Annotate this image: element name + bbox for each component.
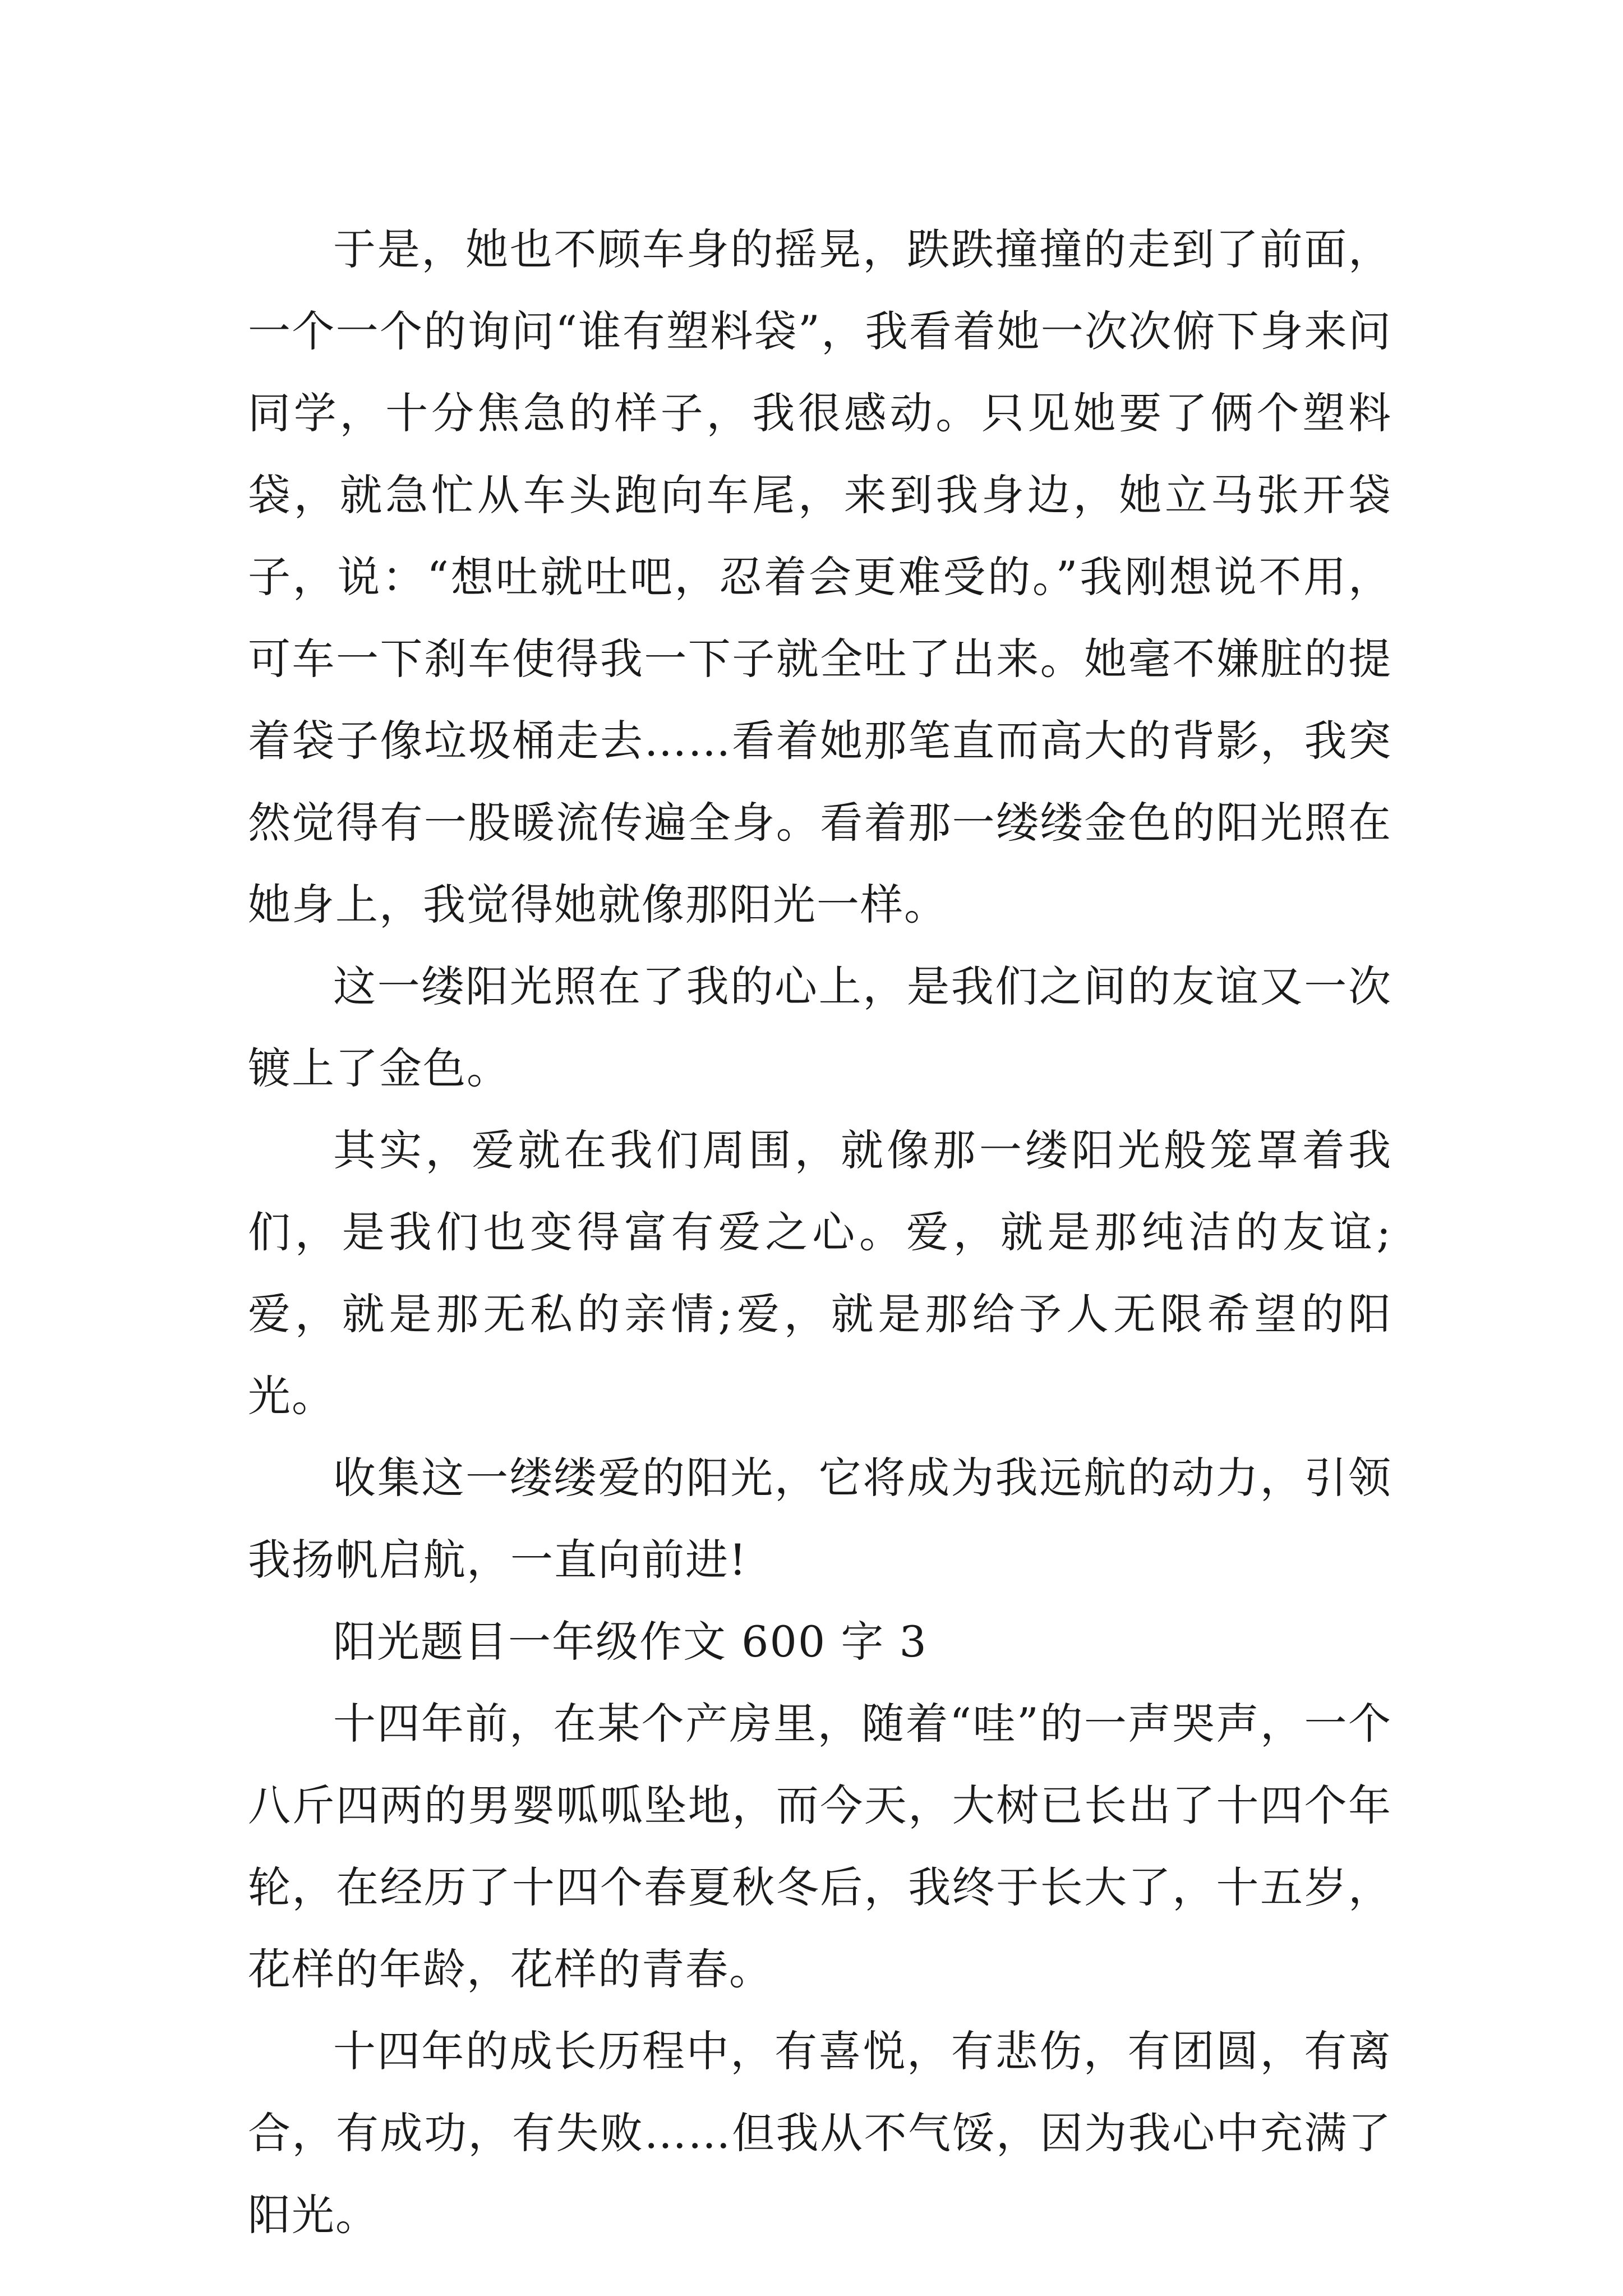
paragraph-5: 十四年前，在某个产房里，随着“哇”的一声哭声，一个八斤四两的男婴呱呱坠地，而今天，大树已长出了十四个年轮，在经历了十四个春夏秋冬后，我终于长大了，十五岁，花样的年龄，花样的青春。	[248, 1699, 1392, 1994]
paragraph-4: 收集这一缕缕爱的阳光，它将成为我远航的动力，引领我扬帆启航，一直向前进!	[248, 1453, 1392, 1585]
paragraph-2: 这一缕阳光照在了我的心上，是我们之间的友谊又一次镀上了金色。	[248, 961, 1392, 1093]
document-body	[248, 209, 1392, 2256]
paragraph-6: 十四年的成长历程中，有喜悦，有悲伤，有团圆，有离合，有成功，有失败……但我从不气馁，因为我心中充满了阳光。	[248, 2026, 1392, 2240]
paragraph-3: 其实，爱就在我们周围，就像那一缕阳光般笼罩着我们，是我们也变得富有爱之心。爱，就是那纯洁的友谊;爱，就是那无私的亲情;爱，就是那给予人无限希望的阳光。	[248, 1125, 1392, 1421]
section-title: 阳光题目一年级作文 600 字 3	[333, 1617, 928, 1667]
paragraph-1: 于是，她也不顾车身的摇晃，跌跌撞撞的走到了前面，一个一个的询问“谁有塑料袋”，我看着她一次次俯下身来问同学，十分焦急的样子，我很感动。只见她要了俩个塑料袋，就急忙从车头跑向车尾，来到我身边，她立马张开袋子，说：“想吐就吐吧，忍着会更难受的。”我刚想说不用，可车一下刹车使得我一下子就全吐了出来。她毫不嫌脏的提着袋子像垃圾桶走去……看着她那笔直而高大的背影，我突然觉得有一股暖流传遍全身。看着那一缕缕金色的阳光照在她身上，我觉得她就像那阳光一样。	[248, 224, 1392, 930]
